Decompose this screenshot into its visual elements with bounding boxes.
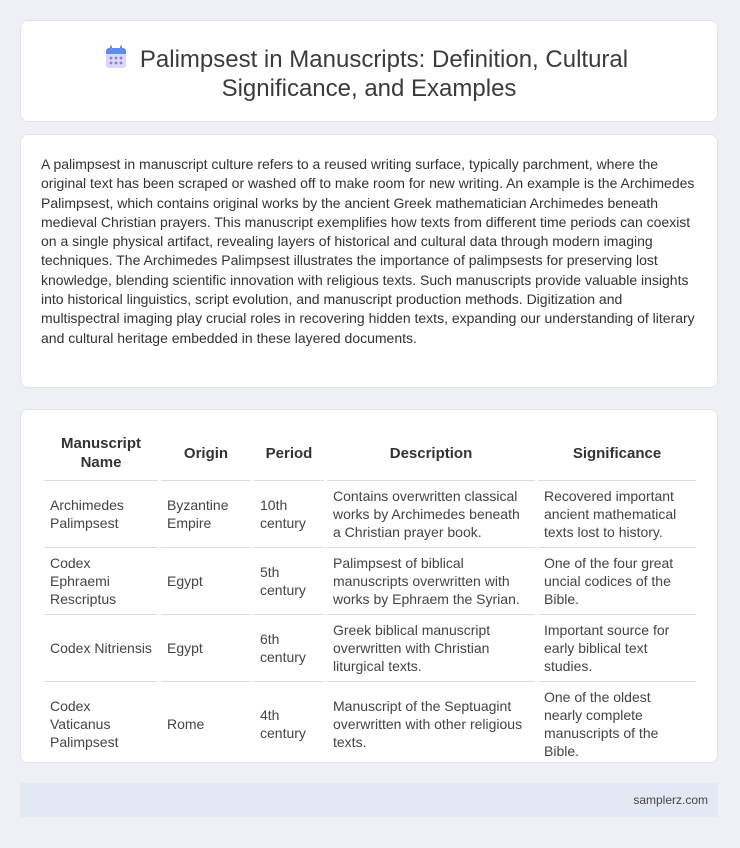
cell-significance: One of the oldest nearly complete manuscripts of the Bible. <box>544 689 659 759</box>
description-text: A palimpsest in manuscript culture refers to a reused writing surface, typically parchment, where the original text has been scraped or washed off to make room for new writing. An example is the Archimedes Palimpsest, which contains original works by the ancient Greek mathematician Archimedes beneath medieval Christian prayers. This manuscript exemplifies how texts from different time periods can coexist on a single physical artifact, revealing layers of historical and cultural data through modern imaging techniques. The Archimedes Palimpsest illustrates the importance of palimpsests for preserving lost knowledge, blending scientific innovation with religious texts. Such manuscripts provide valuable insights into historical linguistics, script evolution, and manuscript production methods. Digitization and multispectral imaging play crucial roles in recovering hidden texts, expanding our understanding of literary and cultural heritage embedded in these layered documents. <box>41 156 695 346</box>
description-card <box>20 134 718 388</box>
table-row <box>44 548 696 615</box>
footer <box>20 783 718 817</box>
cell-origin: Egypt <box>161 548 251 615</box>
header-significance: Significance <box>538 428 696 481</box>
header-period: Period <box>254 428 324 481</box>
header-origin: Origin <box>161 428 251 481</box>
cell-description: Palimpsest of biblical manuscripts overwritten with works by Ephraem the Syrian. <box>327 548 535 615</box>
cell-manuscript-name: Codex Vaticanus Palimpsest <box>50 698 119 750</box>
cell-description: Manuscript of the Septuagint overwritten with other religious texts. <box>333 698 523 750</box>
cell-description: Contains overwritten classical works by Archimedes beneath a Christian prayer book. <box>327 481 535 548</box>
manuscripts-table <box>41 428 699 766</box>
cell-origin: Rome <box>167 716 205 732</box>
table-row <box>44 481 696 548</box>
cell-description: Greek biblical manuscript overwritten with Christian liturgical texts. <box>327 615 535 682</box>
cell-origin: Egypt <box>161 615 251 682</box>
cell-manuscript-name: Codex Nitriensis <box>44 615 158 682</box>
cell-significance: Important source for early biblical text studies. <box>538 615 696 682</box>
cell-manuscript-name: Archimedes Palimpsest <box>44 481 158 548</box>
table-row <box>44 615 696 682</box>
page-title-line-2: Significance, and Examples <box>221 75 517 102</box>
footer-site-link[interactable]: samplerz.com <box>633 793 708 807</box>
cell-period: 10th century <box>254 481 324 548</box>
cell-manuscript-name: Codex Ephraemi Rescriptus <box>44 548 158 615</box>
page-title-line-1: Palimpsest in Manuscripts: Definition, Cultural <box>139 46 629 73</box>
table-header-row <box>44 428 696 481</box>
cell-period: 4th century <box>260 707 306 741</box>
cell-significance: Recovered important ancient mathematical texts lost to history. <box>538 481 696 548</box>
cell-significance: One of the four great uncial codices of the Bible. <box>538 548 696 615</box>
cell-origin: Byzantine Empire <box>161 481 251 548</box>
table-row <box>44 682 696 766</box>
table-card <box>20 409 718 763</box>
cell-period: 6th century <box>254 615 324 682</box>
cell-period: 5th century <box>254 548 324 615</box>
page-title <box>21 45 717 103</box>
header-description: Description <box>327 428 535 481</box>
title-card <box>20 20 718 122</box>
header-manuscript-name: Manuscript Name <box>44 428 158 481</box>
